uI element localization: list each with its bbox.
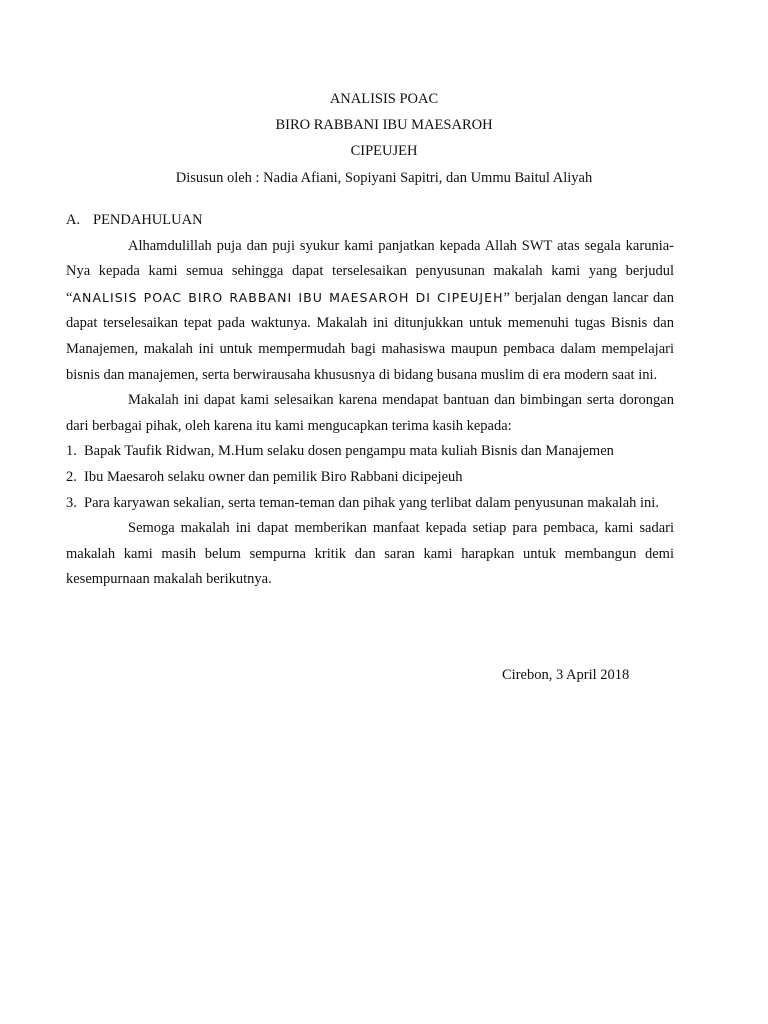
- list-item-number: 3.: [66, 494, 77, 511]
- doc-location: CIPEUJEH: [350, 143, 418, 159]
- section-heading: [66, 208, 674, 234]
- paragraph-3: Semoga makalah ini dapat memberikan manfaat kepada setiap para pembaca, kami sadari makalah kami masih belum sempurna kritik dan saran kami harapkan untuk membangun demi kesempurnaan makalah berikutnya.: [66, 520, 674, 588]
- section-pendahuluan: [66, 208, 674, 593]
- list-item-text: Ibu Maesaroh selaku owner dan pemilik Biro Rabbani dicipejeuh: [84, 468, 463, 485]
- paragraph-1: [66, 234, 674, 389]
- thanks-list: [66, 439, 674, 516]
- list-item-number: 2.: [66, 468, 77, 485]
- section-letter: A.: [66, 212, 81, 228]
- paragraph-2: Makalah ini dapat kami selesaikan karena mendapat bantuan dan bimbingan serta dorongan dari berbagai pihak, oleh karena itu kami mengucapkan terima kasih kepada:: [66, 392, 674, 434]
- signoff-date: Cirebon, 3 April 2018: [502, 667, 630, 683]
- title-block: [0, 86, 768, 191]
- doc-authors: Disusun oleh : Nadia Afiani, Sopiyani Sapitri, dan Ummu Baitul Aliyah: [175, 170, 593, 186]
- list-item-number: 1.: [66, 443, 77, 460]
- paper-title-quote: ANALISIS POAC BIRO RABBANI IBU MAESAROH DI CIPEUJEH: [72, 289, 504, 305]
- list-item: [66, 491, 674, 517]
- list-item-text: Bapak Taufik Ridwan, M.Hum selaku dosen pengampu mata kuliah Bisnis dan Manajemen: [84, 443, 614, 460]
- section-heading-text: PENDAHULUAN: [93, 212, 203, 228]
- list-item: [66, 465, 674, 491]
- list-item-text: Para karyawan sekalian, serta teman-teman dan pihak yang terlibat dalam penyusunan makalah ini.: [84, 494, 659, 511]
- list-item: [66, 439, 674, 465]
- paragraph-1-start: Alhamdulillah puja dan puji syukur kami panjatkan kepada Allah SWT atas segala karunia-Nya kepada kami semua sehingga dapat terselesaikan penyusunan makalah kami yang berjudul “: [66, 237, 674, 306]
- doc-title: ANALISIS POAC: [329, 91, 439, 107]
- paragraph-1-end: ” berjalan dengan lancar dan dapat terselesaikan tepat pada waktunya. Makalah ini ditunjukkan untuk memenuhi tugas Bisnis dan Manajemen, makalah ini untuk mempermudah bagi mahasiswa maupun pembaca dalam mempelajari bisnis dan manajemen, serta berwirausaha khususnya di bidang busana muslim di era modern saat ini.: [66, 289, 674, 383]
- doc-subtitle: BIRO RABBANI IBU MAESAROH: [275, 117, 493, 133]
